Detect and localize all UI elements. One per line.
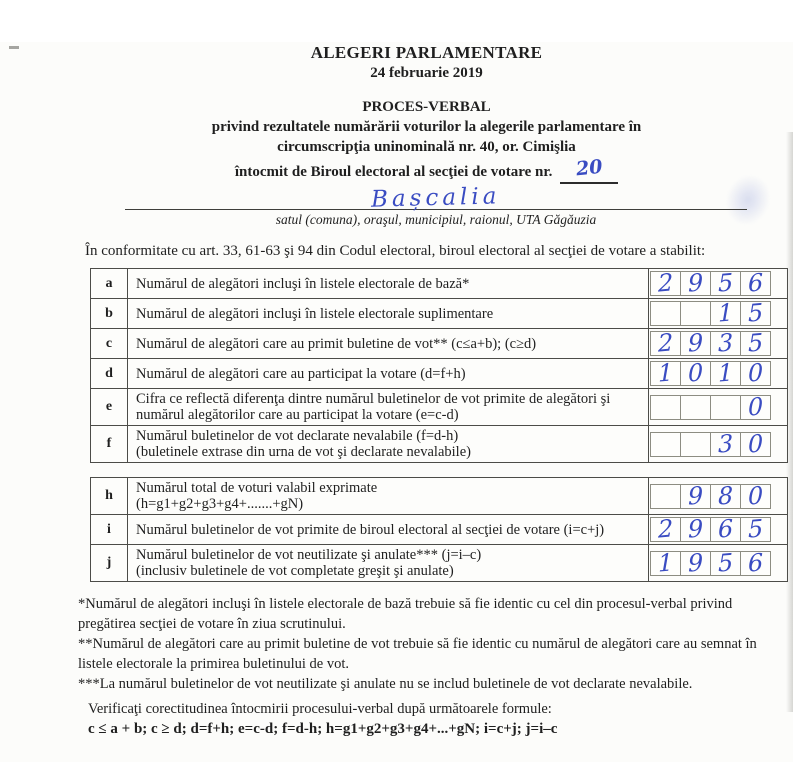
- handwritten-digit: 5: [747, 514, 764, 544]
- digit-strip: [650, 268, 771, 298]
- row-text: Numărul buletinelor de vot primite de biroul electoral al secţiei de votare (i=c+j): [136, 521, 605, 538]
- table-row-f: [91, 425, 787, 462]
- locality-blank-line: [125, 183, 747, 213]
- doc-subtitle-line2: circumscripţia uninominală nr. 40, or. Cimişlia: [277, 139, 576, 155]
- row-text: Numărul buletinelor de vot neutilizate şi anulate*** (j=i–c): [136, 547, 482, 563]
- footnote-2: **Numărul de alegători care au primit buletine de vot trebuie să fie identic cu numărul de alegători care au semnat în listele electorale la primirea buletinului de vot.: [78, 636, 757, 672]
- handwritten-digit: 9: [687, 480, 704, 511]
- digit-strip: [650, 547, 771, 578]
- footnote-1: *Numărul de alegători incluşi în listele electorale de bază trebuie să fie identic cu cel din procesul-verbal privind pregătirea secţiei de votare în ziua scrutinului.: [78, 596, 733, 632]
- handwritten-digit: 1: [717, 358, 734, 388]
- digit-strip: [650, 514, 771, 544]
- row-text: Numărul total de voturi valabil exprimate: [136, 480, 378, 496]
- handwritten-digit: 2: [657, 514, 674, 544]
- table-row-c: [91, 328, 787, 358]
- digit-strip: [650, 328, 771, 358]
- locality-handwritten: Bașcalia: [370, 183, 502, 213]
- handwritten-digit: 9: [687, 547, 704, 578]
- row-text2: (buletinele extrase din urna de vot şi declarate nevalabile): [136, 444, 471, 460]
- handwritten-digit: 2: [657, 268, 674, 298]
- table-row-h: [91, 478, 787, 514]
- table-row-d: [91, 358, 787, 388]
- row-letter: j: [91, 545, 128, 581]
- row-letter: h: [91, 478, 128, 514]
- digit-strip: [650, 358, 771, 388]
- table-row-i: [91, 514, 787, 544]
- results-table-2: [90, 477, 788, 582]
- row-text2: (inclusiv buletinele de vot completate greşit şi anulate): [136, 563, 454, 579]
- table-row-a: [91, 269, 787, 298]
- row-letter: d: [91, 359, 128, 388]
- digit-strip: [650, 480, 771, 511]
- row-letter: i: [91, 515, 128, 544]
- row-letter: a: [91, 269, 128, 298]
- handwritten-digit: 0: [747, 358, 764, 388]
- doc-title: PROCES-VERBAL: [362, 99, 491, 115]
- handwritten-digit: 5: [717, 268, 734, 298]
- table-row-j: [91, 544, 787, 581]
- row-text: Numărul de alegători care au participat la votare (d=f+h): [136, 365, 466, 382]
- handwritten-digit: 0: [747, 428, 764, 459]
- row-text2: (h=g1+g2+g3+g4+.......+gN): [136, 496, 304, 512]
- election-date: 24 februarie 2019: [370, 65, 483, 81]
- handwritten-digit: 3: [717, 428, 734, 459]
- handwritten-digit: 2: [657, 328, 674, 358]
- handwritten-digit: 0: [747, 480, 764, 511]
- handwritten-digit: 9: [687, 268, 704, 298]
- handwritten-digit: 3: [717, 328, 734, 358]
- results-table-1: [90, 268, 788, 463]
- row-letter: e: [91, 389, 128, 425]
- handwritten-digit: 5: [747, 298, 764, 328]
- document-header: [60, 42, 793, 184]
- station-number-line: [60, 155, 793, 184]
- handwritten-digit: 9: [687, 328, 704, 358]
- digit-strip: [650, 428, 771, 459]
- handwritten-digit: 5: [717, 547, 734, 578]
- doc-subtitle-line1: privind rezultatele numărării voturilor la alegerile parlamentare în: [211, 119, 642, 135]
- row-text: Numărul buletinelor de vot declarate nevalabile (f=d-h): [136, 428, 459, 444]
- digit-strip: [650, 391, 771, 422]
- handwritten-digit: 6: [747, 547, 764, 578]
- station-number-blank: [560, 155, 618, 184]
- station-number-handwritten: 20: [574, 155, 604, 181]
- intro-paragraph: În conformitate cu art. 33, 61-63 şi 94 din Codul electoral, biroul electoral al secţiei de votare a stabilit:: [85, 243, 706, 259]
- row-letter: c: [91, 329, 128, 358]
- table-row-b: [91, 298, 787, 328]
- row-text: Numărul de alegători incluşi în listele electorale suplimentare: [136, 305, 494, 322]
- handwritten-digit: 9: [687, 514, 704, 544]
- row-text2: numărul alegătorilor care au participat la votare (e=c-d): [136, 407, 459, 423]
- row-letter: f: [91, 426, 128, 462]
- handwritten-digit: 5: [747, 328, 764, 358]
- handwritten-digit: 0: [687, 358, 704, 388]
- station-number-label: întocmit de Biroul electoral al secţiei de votare nr.: [234, 164, 553, 180]
- digit-strip: [650, 298, 771, 328]
- table-row-e: [91, 388, 787, 425]
- handwritten-digit: 0: [747, 391, 764, 422]
- row-letter: b: [91, 299, 128, 328]
- row-text: Cifra ce reflectă diferenţa dintre numărul buletinelor de vot primite de alegători şi: [136, 391, 611, 407]
- handwritten-digit: 1: [657, 547, 674, 578]
- scan-speck: [9, 46, 19, 49]
- verification-section: [88, 700, 771, 739]
- handwritten-digit: 8: [717, 480, 734, 511]
- row-text: Numărul de alegători care au primit buletine de vot** (c≤a+b); (c≥d): [136, 335, 537, 352]
- locality-caption: satul (comuna), oraşul, municipiul, raionul, UTA Găgăuzia: [275, 212, 597, 227]
- handwritten-digit: 1: [657, 358, 674, 388]
- handwritten-digit: 1: [717, 298, 734, 328]
- row-text: Numărul de alegători incluşi în listele electorale de bază*: [136, 275, 470, 292]
- scanned-document-page: [0, 42, 793, 762]
- election-title: ALEGERI PARLAMENTARE: [310, 43, 543, 62]
- verification-formulas: c ≤ a + b; c ≥ d; d=f+h; e=c-d; f=d-h; h=g1+g2+g3+g4+...+gN; i=c+j; j=i–c: [88, 721, 558, 737]
- handwritten-digit: 6: [717, 514, 734, 544]
- handwritten-digit: 6: [747, 268, 764, 298]
- footnote-3: ***La numărul buletinelor de vot neutilizate şi anulate nu se includ buletinele de vot declarate nevalabile.: [78, 676, 693, 692]
- footnotes: [78, 594, 771, 694]
- verification-lead: Verificaţi corectitudinea întocmirii procesului-verbal după următoarele formule:: [88, 701, 552, 717]
